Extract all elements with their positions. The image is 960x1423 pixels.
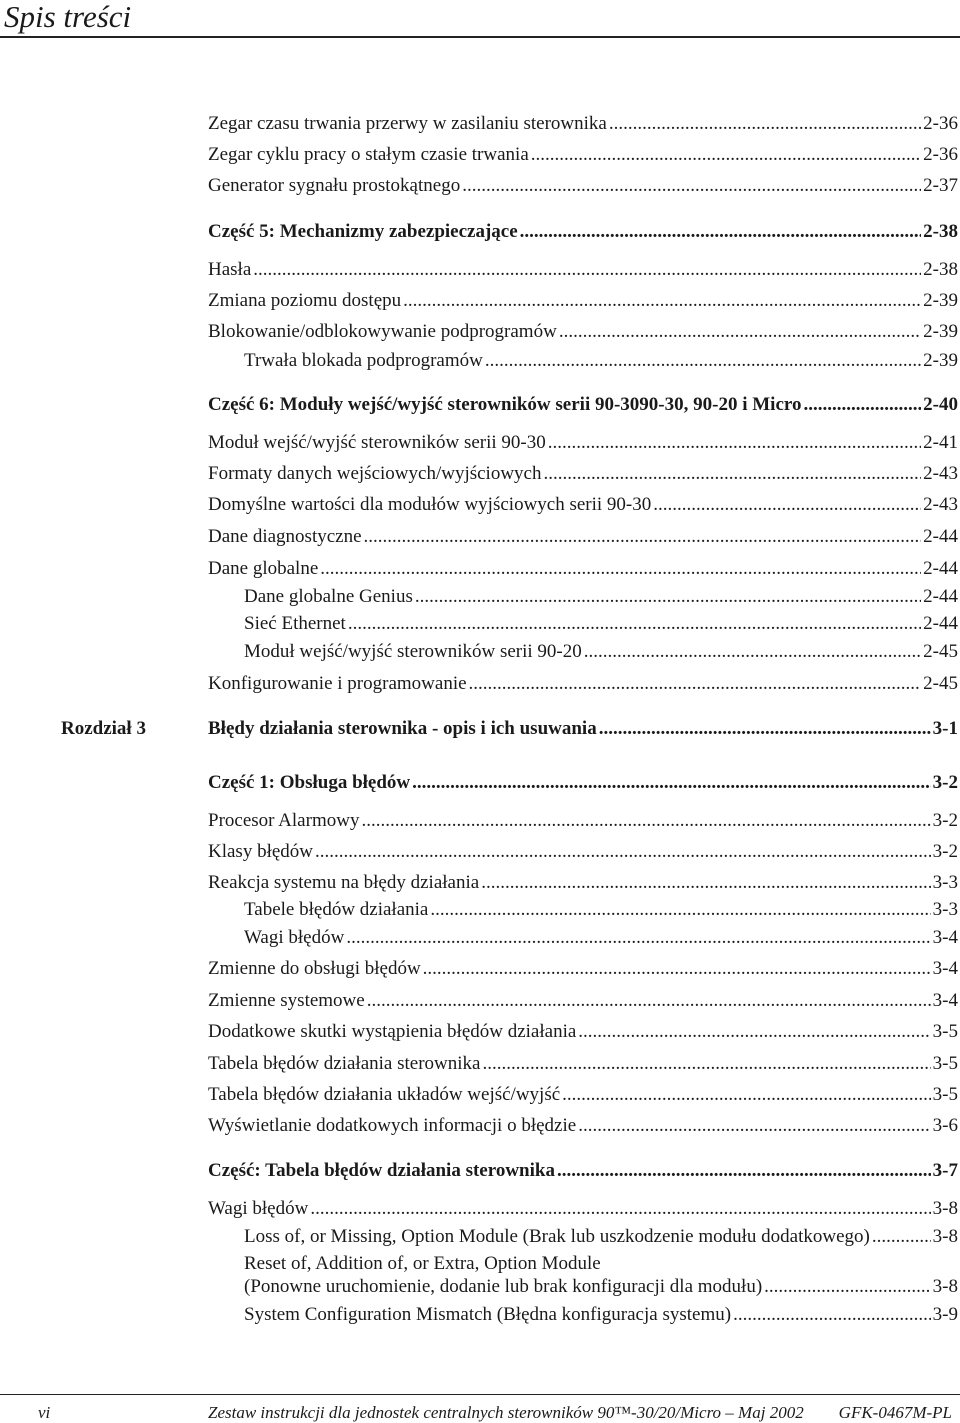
toc-entry-page-number: 3-2 [932, 772, 958, 793]
toc-entry-page-number: 2-36 [923, 144, 958, 165]
toc-entry-page-number: 2-45 [923, 673, 958, 694]
toc-entry-page-number: 2-43 [923, 463, 958, 484]
toc-entry-page-number: 3-5 [932, 1021, 958, 1042]
toc-entry-page-number: 2-39 [923, 321, 958, 342]
dot-leader [481, 872, 930, 894]
toc-entry-page-number: 2-38 [923, 221, 958, 242]
footer-rule [0, 1394, 960, 1395]
dot-leader [764, 1276, 931, 1298]
toc-entry-text: Blokowanie/odblokowywanie podprogramów [208, 321, 557, 342]
toc-entry-text: Moduł wejść/wyjść sterowników serii 90-30 [208, 432, 546, 453]
toc-entry-text: System Configuration Mismatch (Błędna konfiguracja systemu) [244, 1304, 732, 1325]
toc-entry-text: Moduł wejść/wyjść sterowników serii 90-20 [244, 641, 582, 662]
toc-entry-page-number: 2-44 [923, 613, 958, 634]
toc-entry-page-number: 2-44 [923, 586, 958, 607]
toc-entry-text: Część: Tabela błędów działania sterownika [208, 1160, 555, 1181]
dot-leader [430, 899, 930, 921]
toc-entry-text: Wyświetlanie dodatkowych informacji o błędzie [208, 1115, 577, 1136]
toc-entry [208, 394, 958, 416]
toc-entry-text: Dane globalne [208, 558, 319, 579]
toc-entry [244, 613, 958, 635]
toc-entry [208, 872, 958, 894]
toc-entry-page-number: 2-44 [923, 526, 958, 547]
toc-entry [244, 641, 958, 663]
toc-entry-text: Konfigurowanie i programowanie [208, 673, 467, 694]
toc-entry [208, 1198, 958, 1220]
toc-entry-text: Błędy działania sterownika - opis i ich usuwania [208, 718, 597, 739]
dot-leader [872, 1226, 931, 1248]
toc-entry-text: Sieć Ethernet [244, 613, 346, 634]
footer-document-code: GFK-0467M-PL [838, 1403, 952, 1422]
toc-entry-page-number: 3-4 [932, 927, 958, 948]
toc-entry [208, 841, 958, 863]
dot-leader [543, 463, 921, 485]
dot-leader [803, 394, 921, 416]
toc-entry-text: Reakcja systemu na błędy działania [208, 872, 480, 893]
dot-leader [584, 641, 921, 663]
dot-leader [320, 558, 921, 580]
toc-entry-text: Tabela błędów działania układów wejść/wyjść [208, 1084, 561, 1105]
dot-leader [423, 958, 931, 980]
page-header-title: Spis treści [4, 0, 132, 34]
dot-leader [485, 350, 921, 372]
toc-entry-page-number: 2-41 [923, 432, 958, 453]
dot-leader [559, 321, 921, 343]
dot-leader [348, 613, 921, 635]
toc-entry-text: Hasła [208, 259, 252, 280]
toc-entry-text: Zmiana poziomu dostępu [208, 290, 402, 311]
chapter-label: Rozdział 3 [61, 718, 146, 739]
toc-entry [208, 463, 958, 485]
toc-entry-page-number: 3-3 [932, 872, 958, 893]
dot-leader [462, 175, 921, 197]
toc-entry [208, 494, 958, 516]
toc-entry [208, 558, 958, 580]
toc-entry [208, 1115, 958, 1137]
dot-leader [531, 144, 921, 166]
toc-entry-text: Zegar czasu trwania przerwy w zasilaniu sterownika [208, 113, 607, 134]
toc-entry-page-number: 3-2 [932, 810, 958, 831]
toc-entry-text: Loss of, or Missing, Option Module (Brak lub uszkodzenie modułu dodatkowego) [244, 1226, 870, 1247]
toc-entry [244, 1276, 958, 1298]
dot-leader [361, 810, 930, 832]
dot-leader [364, 526, 922, 548]
toc-entry-text: Procesor Alarmowy [208, 810, 360, 831]
toc-entry-page-number: 3-8 [932, 1276, 958, 1297]
dot-leader [548, 432, 921, 454]
toc-entry [208, 290, 958, 312]
dot-leader [469, 673, 922, 695]
toc-entry-text: Część 6: Moduły wejść/wyjść sterowników serii 90-3090-30, 90-20 i Micro [208, 394, 802, 415]
toc-entry [244, 1304, 958, 1326]
toc-entry-page-number: 3-1 [932, 718, 958, 739]
toc-entry-text: Tabele błędów działania [244, 899, 429, 920]
toc-entry-page-number: 2-38 [923, 259, 958, 280]
toc-entry-page-number: 2-43 [923, 494, 958, 515]
toc-entry-text-line1: Reset of, Addition of, or Extra, Option Module [244, 1253, 601, 1274]
toc-entry-text: Dodatkowe skutki wystąpienia błędów działania [208, 1021, 577, 1042]
toc-entry [244, 899, 958, 921]
dot-leader [520, 221, 922, 243]
toc-entry-page-number: 2-40 [923, 394, 958, 415]
toc-entry [244, 350, 958, 372]
dot-leader [367, 990, 931, 1012]
toc-entry-text: Tabela błędów działania sterownika [208, 1053, 481, 1074]
toc-entry [208, 113, 958, 135]
toc-entry [208, 1021, 958, 1043]
dot-leader [253, 259, 921, 281]
toc-entry-text: (Ponowne uruchomienie, dodanie lub brak konfiguracji dla modułu) [244, 1276, 763, 1297]
toc-entry-text: Część 1: Obsługa błędów [208, 772, 411, 793]
toc-entry-text: Domyślne wartości dla modułów wyjściowych serii 90-30 [208, 494, 652, 515]
toc-entry-page-number: 2-39 [923, 290, 958, 311]
toc-entry [208, 432, 958, 454]
dot-leader [578, 1115, 930, 1137]
toc-entry-text: Zmienne systemowe [208, 990, 365, 1011]
dot-leader [315, 841, 931, 863]
toc-entry-text: Formaty danych wejściowych/wyjściowych [208, 463, 542, 484]
toc-entry [208, 1053, 958, 1075]
dot-leader [415, 586, 921, 608]
toc-entry-page-number: 3-6 [932, 1115, 958, 1136]
toc-entry [208, 221, 958, 243]
dot-leader [310, 1198, 930, 1220]
toc-entry [244, 586, 958, 608]
toc-entry [208, 990, 958, 1012]
toc-entry-text: Wagi błędów [244, 927, 345, 948]
toc-entry-text: Zegar cyklu pracy o stałym czasie trwania [208, 144, 529, 165]
toc-entry [208, 1084, 958, 1106]
dot-leader [412, 772, 931, 794]
toc-entry [208, 1160, 958, 1182]
toc-entry [208, 259, 958, 281]
toc-entry-page-number: 2-44 [923, 558, 958, 579]
dot-leader [557, 1160, 931, 1182]
toc-entry-text: Trwała blokada podprogramów [244, 350, 483, 371]
toc-entry [208, 718, 958, 740]
dot-leader [482, 1053, 930, 1075]
dot-leader [609, 113, 921, 135]
toc-entry-text: Wagi błędów [208, 1198, 309, 1219]
dot-leader [653, 494, 921, 516]
dot-leader [599, 718, 931, 740]
toc-entry-text: Klasy błędów [208, 841, 314, 862]
toc-entry [208, 526, 958, 548]
dot-leader [578, 1021, 930, 1043]
toc-entry-text: Zmienne do obsługi błędów [208, 958, 421, 979]
toc-entry-page-number: 3-8 [932, 1198, 958, 1219]
toc-entry-page-number: 3-8 [932, 1226, 958, 1247]
toc-entry-page-number: 3-7 [932, 1160, 958, 1181]
toc-entry [208, 321, 958, 343]
toc-entry [208, 810, 958, 832]
dot-leader [733, 1304, 931, 1326]
dot-leader [346, 927, 930, 949]
footer-title: Zestaw instrukcji dla jednostek centralnych sterowników 90™-30/20/Micro – Maj 2002 [208, 1403, 804, 1422]
toc-entry-page-number: 2-37 [923, 175, 958, 196]
toc-entry-page-number: 3-2 [932, 841, 958, 862]
toc-entry-page-number: 3-4 [932, 990, 958, 1011]
toc-entry-page-number: 2-39 [923, 350, 958, 371]
header-rule [0, 36, 960, 38]
toc-entry-page-number: 2-36 [923, 113, 958, 134]
toc-entry-text: Dane globalne Genius [244, 586, 413, 607]
toc-entry-page-number: 3-3 [932, 899, 958, 920]
toc-entry-page-number: 3-5 [932, 1053, 958, 1074]
footer-page-number: vi [38, 1403, 51, 1422]
dot-leader [562, 1084, 931, 1106]
toc-entry [244, 927, 958, 949]
toc-entry [208, 673, 958, 695]
toc-entry-text: Dane diagnostyczne [208, 526, 362, 547]
toc-entry [208, 772, 958, 794]
toc-entry-text: Część 5: Mechanizmy zabezpieczające [208, 221, 518, 242]
toc-entry [244, 1226, 958, 1248]
toc-entry-page-number: 3-5 [932, 1084, 958, 1105]
toc-entry-text: Generator sygnału prostokątnego [208, 175, 461, 196]
toc-entry [208, 175, 958, 197]
toc-entry-page-number: 3-4 [932, 958, 958, 979]
toc-entry [208, 144, 958, 166]
toc-entry-page-number: 3-9 [932, 1304, 958, 1325]
dot-leader [403, 290, 921, 312]
toc-entry-page-number: 2-45 [923, 641, 958, 662]
toc-entry [208, 958, 958, 980]
